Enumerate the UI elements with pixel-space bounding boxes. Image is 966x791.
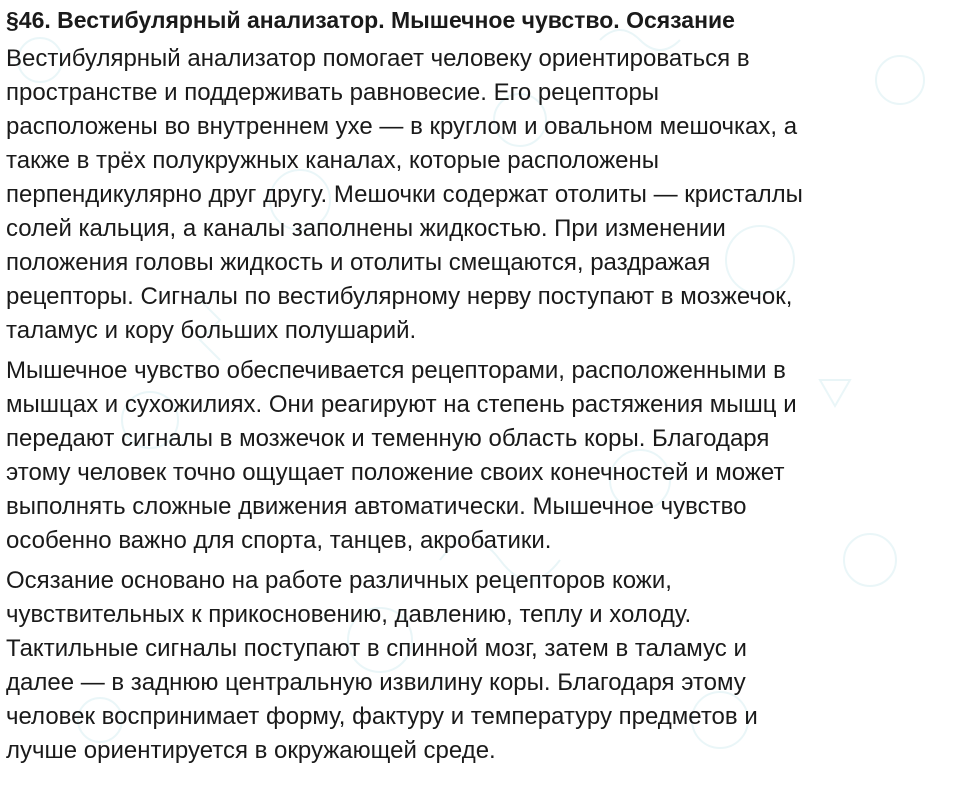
text-line: передают сигналы в мозжечок и теменную область коры. Благодаря xyxy=(6,425,770,452)
text-line: мышцах и сухожилиях. Они реагируют на степень растяжения мышц и xyxy=(6,391,797,418)
text-line: также в трёх полукружных каналах, которые расположены xyxy=(6,147,660,174)
text-line: солей кальция, а каналы заполнены жидкостью. При изменении xyxy=(6,215,726,242)
section-title: §46. Вестибулярный анализатор. Мышечное чувство. Осязание xyxy=(6,7,735,33)
text-line: Вестибулярный анализатор помогает человеку ориентироваться в xyxy=(6,45,750,72)
paragraph-vestibular xyxy=(6,42,960,348)
text-line: расположены во внутреннем ухе — в круглом и овальном мешочках, а xyxy=(6,113,798,140)
paragraph-touch xyxy=(6,564,960,768)
text-line: лучше ориентируется в окружающей среде. xyxy=(6,737,496,764)
text-line: Осязание основано на работе различных рецепторов кожи, xyxy=(6,567,672,594)
text-line: Тактильные сигналы поступают в спинной мозг, затем в таламус и xyxy=(6,635,747,662)
text-line: пространстве и поддерживать равновесие. Его рецепторы xyxy=(6,79,660,106)
text-line: положения головы жидкость и отолиты смещаются, раздражая xyxy=(6,249,711,276)
text-line: этому человек точно ощущает положение своих конечностей и может xyxy=(6,459,785,486)
text-line: перпендикулярно друг другу. Мешочки содержат отолиты — кристаллы xyxy=(6,181,803,208)
text-line: таламус и кору больших полушарий. xyxy=(6,317,417,344)
text-line: чувствительных к прикосновению, давлению, теплу и холоду. xyxy=(6,601,692,628)
text-line: человек воспринимает форму, фактуру и температуру предметов и xyxy=(6,703,758,730)
text-line: далее — в заднюю центральную извилину коры. Благодаря этому xyxy=(6,669,746,696)
text-line: рецепторы. Сигналы по вестибулярному нерву поступают в мозжечок, xyxy=(6,283,793,310)
text-line: особенно важно для спорта, танцев, акробатики. xyxy=(6,527,552,554)
text-line: выполнять сложные движения автоматически. Мышечное чувство xyxy=(6,493,747,520)
paragraph-muscle-sense xyxy=(6,354,960,558)
text-line: Мышечное чувство обеспечивается рецепторами, расположенными в xyxy=(6,357,786,384)
